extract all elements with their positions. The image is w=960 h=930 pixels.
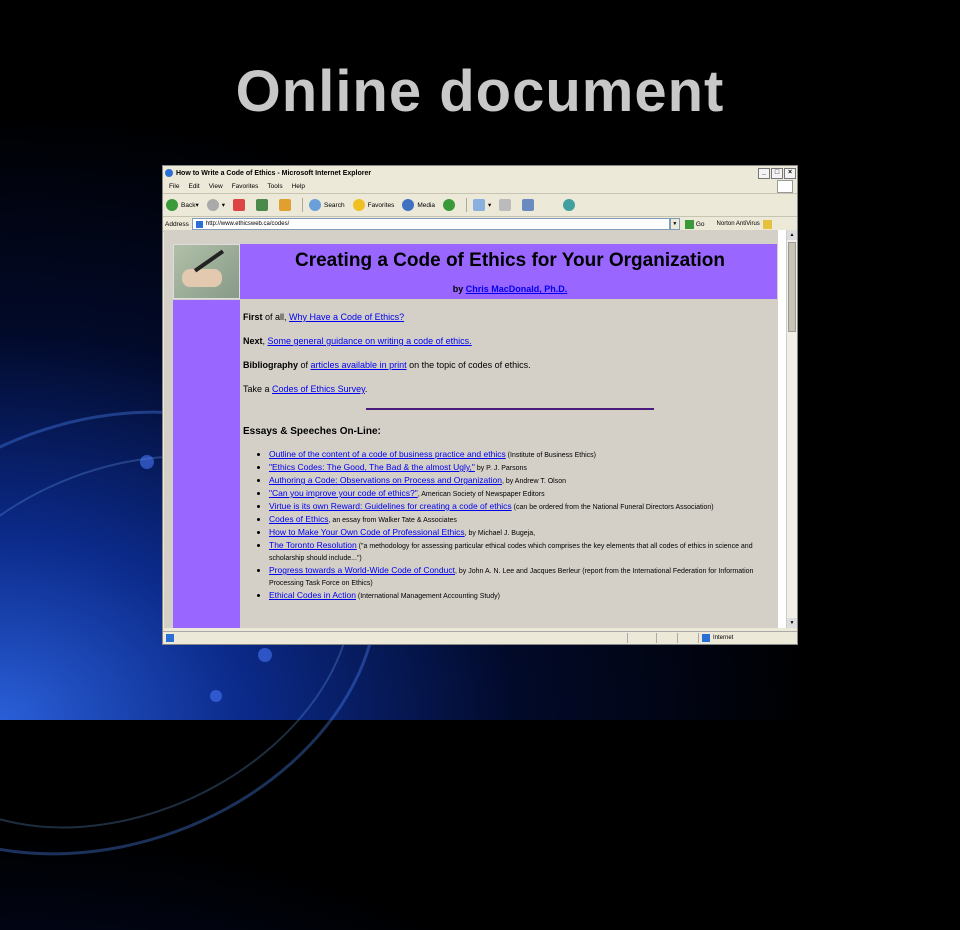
stop-button[interactable] bbox=[233, 199, 248, 211]
sidebar-column bbox=[173, 300, 240, 628]
page-header bbox=[173, 244, 777, 299]
page-status-icon bbox=[166, 634, 174, 642]
author-link[interactable]: Chris MacDonald, Ph.D. bbox=[465, 284, 568, 294]
toolbar-separator bbox=[302, 198, 303, 212]
essay-link[interactable]: Codes of Ethics bbox=[269, 514, 329, 524]
search-button[interactable]: Search bbox=[309, 199, 345, 211]
vertical-scrollbar[interactable] bbox=[786, 230, 797, 628]
menu-favorites[interactable]: Favorites bbox=[231, 183, 259, 190]
mail-icon bbox=[473, 199, 485, 211]
toolbar bbox=[163, 194, 797, 217]
window-title: How to Write a Code of Ethics - Microsoft Internet Explorer bbox=[176, 169, 372, 177]
edit-button[interactable] bbox=[522, 199, 537, 211]
intro-bibliography: Bibliography of articles available in print on the topic of codes of ethics. bbox=[243, 360, 531, 370]
essay-link[interactable]: How to Make Your Own Code of Professional Ethics bbox=[269, 527, 465, 537]
general-guidance-link[interactable]: Some general guidance on writing a code of ethics. bbox=[267, 336, 472, 346]
browser-window bbox=[162, 165, 798, 645]
page-content bbox=[243, 312, 773, 603]
media-button[interactable]: Media bbox=[402, 199, 435, 211]
essay-link[interactable]: Progress towards a World-Wide Code of Conduct bbox=[269, 565, 455, 575]
essay-link[interactable]: Outline of the content of a code of business practice and ethics bbox=[269, 449, 506, 459]
scroll-up-button[interactable]: ▲ bbox=[787, 230, 797, 240]
search-icon bbox=[309, 199, 321, 211]
norton-antivirus-button[interactable]: Norton AntiVirus bbox=[716, 221, 760, 227]
back-button[interactable]: Back ▾ bbox=[166, 199, 199, 211]
page-title: Creating a Code of Ethics for Your Organization bbox=[294, 250, 725, 271]
list-item: • Ethical Codes in Action (International Management Accounting Study) bbox=[269, 590, 773, 602]
favorites-button[interactable]: Favorites bbox=[353, 199, 395, 211]
scroll-down-button[interactable]: ▼ bbox=[787, 618, 797, 628]
go-button[interactable]: Go bbox=[695, 220, 705, 228]
list-item: • "Can you improve your code of ethics?", American Society of Newspaper Editors bbox=[269, 488, 773, 500]
history-button[interactable] bbox=[443, 199, 458, 211]
articles-link[interactable]: articles available in print bbox=[310, 360, 407, 370]
background-dot bbox=[140, 455, 154, 469]
zone-cell bbox=[698, 633, 798, 643]
address-label: Address bbox=[165, 220, 189, 228]
edit-icon bbox=[522, 199, 534, 211]
why-have-code-link[interactable]: Why Have a Code of Ethics? bbox=[289, 312, 405, 322]
close-button[interactable]: × bbox=[784, 168, 796, 179]
messenger-icon bbox=[563, 199, 575, 211]
ie-logo-icon bbox=[165, 169, 173, 177]
maximize-button[interactable]: □ bbox=[771, 168, 783, 179]
minimize-button[interactable]: _ bbox=[758, 168, 770, 179]
mail-button[interactable]: ▾ bbox=[473, 199, 491, 211]
list-item: • "Ethics Codes: The Good, The Bad & the almost Ugly," by P. J. Parsons bbox=[269, 462, 773, 474]
survey-link[interactable]: Codes of Ethics Survey bbox=[272, 384, 365, 394]
toolbar-separator bbox=[466, 198, 467, 212]
address-input[interactable] bbox=[192, 218, 670, 230]
pen-writing-image bbox=[173, 244, 240, 299]
address-url: http://www.ethicsweb.ca/codes/ bbox=[205, 221, 290, 227]
media-icon bbox=[402, 199, 414, 211]
essay-link[interactable]: Authoring a Code: Observations on Process and Organization bbox=[269, 475, 502, 485]
essay-link[interactable]: Virtue is its own Reward: Guidelines for creating a code of ethics bbox=[269, 501, 512, 511]
menu-view[interactable]: View bbox=[208, 183, 223, 190]
intro-first: First of all, Why Have a Code of Ethics? bbox=[243, 312, 405, 322]
menu-tools[interactable]: Tools bbox=[267, 183, 283, 190]
byline: by Chris MacDonald, Ph.D. bbox=[452, 284, 568, 294]
list-item: • Codes of Ethics, an essay from Walker Tate & Associates bbox=[269, 514, 773, 526]
status-bar bbox=[163, 631, 798, 644]
history-icon bbox=[443, 199, 455, 211]
essay-link[interactable]: Ethical Codes in Action bbox=[269, 590, 356, 600]
list-item: • Outline of the content of a code of business practice and ethics (Institute of Business Ethics) bbox=[269, 449, 773, 461]
norton-icon bbox=[763, 220, 772, 229]
status-cell bbox=[656, 633, 677, 643]
divider bbox=[366, 408, 654, 410]
forward-button[interactable]: ▾ bbox=[207, 199, 225, 211]
menu-edit[interactable]: Edit bbox=[188, 183, 200, 190]
go-arrow-icon bbox=[685, 220, 694, 229]
essay-link[interactable]: The Toronto Resolution bbox=[269, 540, 357, 550]
essays-heading: Essays & Speeches On-Line: bbox=[243, 426, 381, 437]
print-button[interactable] bbox=[499, 199, 514, 211]
list-item: • Authoring a Code: Observations on Process and Organization, by Andrew T. Olson bbox=[269, 475, 773, 487]
list-item: • The Toronto Resolution ("a methodology for assessing particular ethical codes which comprises the key elements that all codes of ethics in science and scholarship should include...") bbox=[269, 540, 773, 564]
refresh-button[interactable] bbox=[256, 199, 271, 211]
home-button[interactable] bbox=[279, 199, 294, 211]
page-viewport bbox=[164, 230, 788, 628]
forward-arrow-icon bbox=[207, 199, 219, 211]
menu-file[interactable]: File bbox=[169, 183, 180, 190]
list-item: • Progress towards a World-Wide Code of Conduct, by John A. N. Lee and Jacques Berleur (report from the International Federation for Information Processing Task Force on Ethics) bbox=[269, 565, 773, 589]
status-cell bbox=[627, 633, 656, 643]
page-body bbox=[164, 230, 778, 628]
scroll-thumb[interactable] bbox=[788, 242, 796, 332]
messenger-button[interactable] bbox=[563, 199, 578, 211]
print-icon bbox=[499, 199, 511, 211]
essay-link[interactable]: "Ethics Codes: The Good, The Bad & the almost Ugly," bbox=[269, 462, 475, 472]
slide-title: Online document bbox=[235, 59, 725, 124]
intro-survey: Take a Codes of Ethics Survey. bbox=[243, 384, 368, 394]
background-dot bbox=[258, 648, 272, 662]
zone-label: Internet bbox=[713, 635, 734, 641]
list-item: • How to Make Your Own Code of Professional Ethics, by Michael J. Bugeja, bbox=[269, 527, 773, 539]
essay-link[interactable]: "Can you improve your code of ethics?" bbox=[269, 488, 418, 498]
list-item: • Virtue is its own Reward: Guidelines for creating a code of ethics (can be ordered from the National Funeral Directors Association) bbox=[269, 501, 773, 513]
home-icon bbox=[279, 199, 291, 211]
back-arrow-icon bbox=[166, 199, 178, 211]
windows-logo-icon bbox=[777, 180, 793, 193]
status-cell bbox=[677, 633, 698, 643]
stop-icon bbox=[233, 199, 245, 211]
menu-help[interactable]: Help bbox=[291, 183, 305, 190]
star-icon bbox=[353, 199, 365, 211]
page-icon bbox=[196, 221, 203, 228]
background-dot bbox=[210, 690, 222, 702]
address-dropdown-button[interactable]: ▼ bbox=[670, 218, 680, 230]
essays-list bbox=[243, 449, 773, 602]
window-titlebar bbox=[163, 166, 797, 180]
menu-bar bbox=[163, 180, 797, 194]
hand-shape bbox=[182, 269, 222, 287]
intro-next: Next, Some general guidance on writing a code of ethics. bbox=[243, 336, 472, 346]
refresh-icon bbox=[256, 199, 268, 211]
globe-icon bbox=[702, 634, 710, 642]
